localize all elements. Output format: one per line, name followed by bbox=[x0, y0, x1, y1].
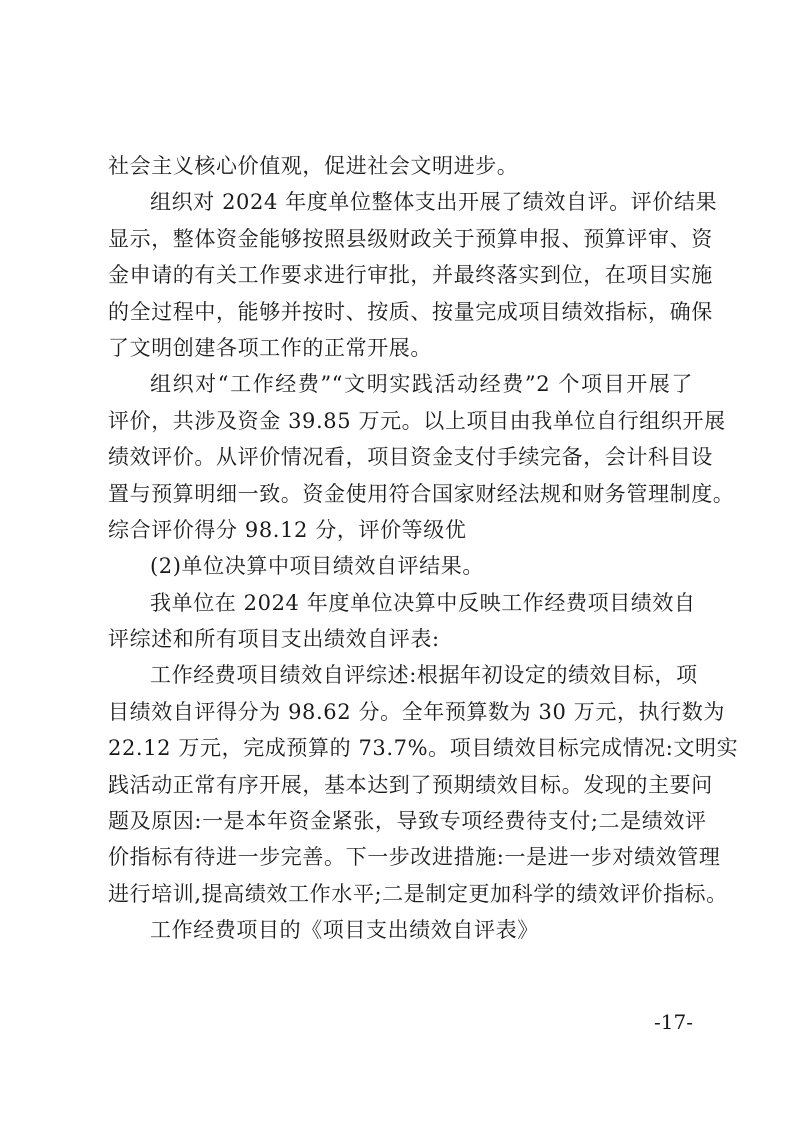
text-line: (2)单位决算中项目绩效自评结果。 bbox=[150, 554, 484, 579]
document-body bbox=[108, 148, 739, 949]
text-line: 目绩效自评得分为 98.62 分。全年预算数为 30 万元，执行数为 bbox=[108, 699, 725, 724]
text-line: 我单位在 2024 年度单位决算中反映工作经费项目绩效自 bbox=[150, 590, 696, 615]
text-line: 题及原因:一是本年资金紧张，导致专项经费待支付;二是绩效评 bbox=[108, 809, 707, 834]
text-line: 社会主义核心价值观，促进社会文明进步。 bbox=[108, 154, 519, 178]
text-line: 22.12 万元，完成预算的 73.7%。项目绩效目标完成情况:文明实 bbox=[108, 736, 739, 761]
text-line: 显示，整体资金能够按照县级财政关于预算申报、预算评审、资 bbox=[108, 226, 713, 251]
text-line: 的全过程中，能够并按时、按质、按量完成项目绩效指标，确保 bbox=[108, 299, 713, 324]
text-line: 了文明创建各项工作的正常开展。 bbox=[108, 335, 432, 360]
text-line: 绩效评价。从评价情况看，项目资金支付手续完备，会计科目设 bbox=[108, 445, 713, 470]
text-line: 工作经费项目的《项目支出绩效自评表》 bbox=[150, 918, 539, 943]
text-line: 组织对“工作经费”“文明实践活动经费”2 个项目开展了 bbox=[150, 372, 693, 397]
text-line: 组织对 2024 年度单位整体支出开展了绩效自评。评价结果 bbox=[150, 190, 718, 215]
page-number: -17- bbox=[654, 1010, 693, 1034]
text-line: 综合评价得分 98.12 分，评价等级优 bbox=[108, 517, 467, 542]
text-line: 工作经费项目绩效自评综述:根据年初设定的绩效目标，项 bbox=[150, 663, 698, 688]
text-line: 价指标有待进一步完善。下一步改进措施:一是进一步对绩效管理 bbox=[108, 845, 721, 870]
text-line: 评综述和所有项目支出绩效自评表: bbox=[108, 627, 440, 652]
text-line: 践活动正常有序开展，基本达到了预期绩效目标。发现的主要问 bbox=[108, 772, 713, 797]
text-line: 置与预算明细一致。资金使用符合国家财经法规和财务管理制度。 bbox=[108, 481, 735, 506]
text-line: 评价，共涉及资金 39.85 万元。以上项目由我单位自行组织开展 bbox=[108, 408, 726, 433]
text-line: 进行培训,提高绩效工作水平;二是制定更加科学的绩效评价指标。 bbox=[108, 881, 728, 906]
text-line: 金申请的有关工作要求进行审批，并最终落实到位，在项目实施 bbox=[108, 263, 713, 288]
